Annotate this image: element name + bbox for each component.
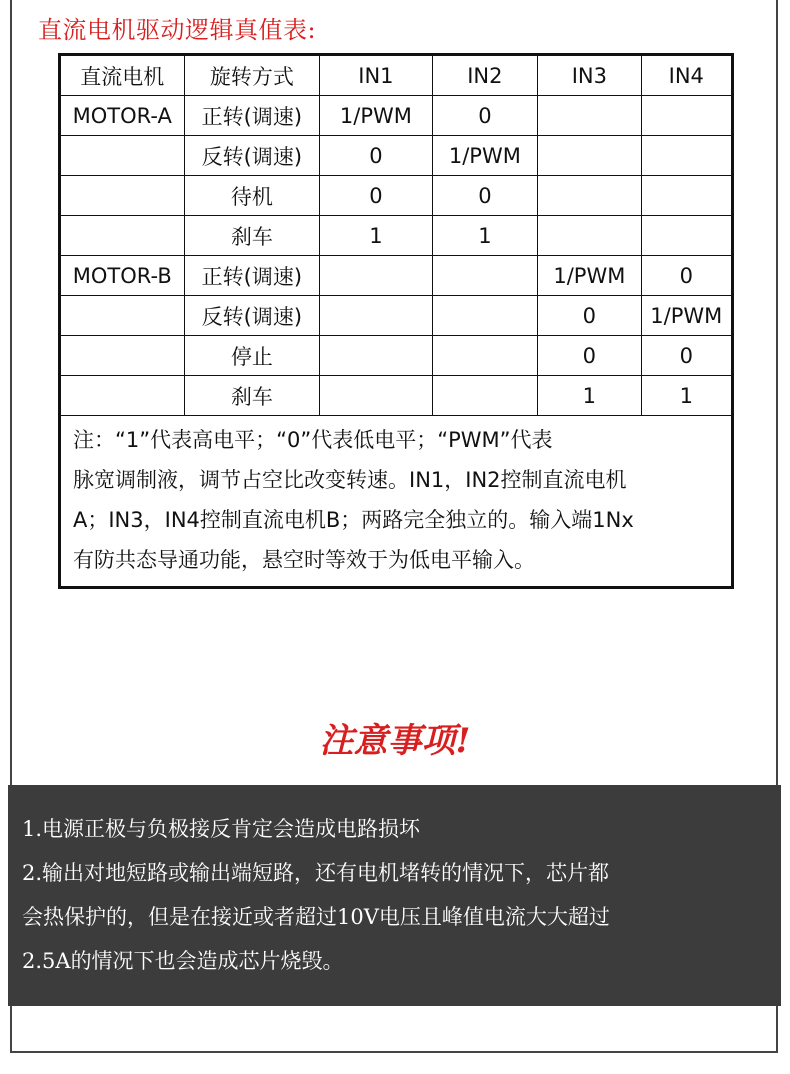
table-cell: MOTOR-A (60, 96, 185, 136)
table-cell (60, 216, 185, 256)
notice-title: 注意事项! (319, 721, 471, 761)
table-cell (538, 176, 641, 216)
table-note (60, 416, 733, 588)
table-cell: MOTOR-B (60, 256, 185, 296)
header-cell: 直流电机 (60, 55, 185, 96)
table-cell: 正转(调速) (184, 256, 320, 296)
notice-line: 2.输出对地短路或输出端短路，还有电机堵转的情况下，芯片都 (22, 861, 610, 885)
table-row (60, 296, 733, 336)
table-cell: 反转(调速) (184, 296, 320, 336)
table-cell: 0 (432, 96, 537, 136)
notice-line: 会热保护的，但是在接近或者超过10V电压且峰值电流大大超过 (22, 905, 610, 929)
header-cell: IN1 (320, 55, 433, 96)
table-cell: 刹车 (184, 376, 320, 416)
table-cell: 1 (538, 376, 641, 416)
notice-line: 1.电源正极与负极接反肯定会造成电路损坏 (22, 817, 421, 841)
table-cell: 正转(调速) (184, 96, 320, 136)
table-row (60, 336, 733, 376)
header-cell: IN4 (641, 55, 732, 96)
table-cell (320, 336, 433, 376)
table-row (60, 256, 733, 296)
table-cell: 0 (320, 136, 433, 176)
table-row (60, 376, 733, 416)
header-cell: 旋转方式 (184, 55, 320, 96)
table-cell: 停止 (184, 336, 320, 376)
table-cell (641, 136, 732, 176)
table-cell (432, 296, 537, 336)
table-row (60, 96, 733, 136)
table-cell (641, 176, 732, 216)
table-cell (60, 176, 185, 216)
table-cell (320, 376, 433, 416)
table-cell: 1/PWM (641, 296, 732, 336)
table-cell (432, 256, 537, 296)
notice-line: 2.5A的情况下也会造成芯片烧毁。 (22, 949, 344, 973)
table-cell: 0 (320, 176, 433, 216)
table-cell: 刹车 (184, 216, 320, 256)
table-cell: 1/PWM (538, 256, 641, 296)
table-cell (641, 216, 732, 256)
table-cell: 0 (432, 176, 537, 216)
table-cell: 0 (538, 296, 641, 336)
header-cell: IN3 (538, 55, 641, 96)
table-cell (60, 296, 185, 336)
table-cell (641, 96, 732, 136)
table-cell (538, 216, 641, 256)
note-line: 有防共态导通功能，悬空时等效于为低电平输入。 (73, 548, 535, 572)
table-row (60, 136, 733, 176)
header-cell: IN2 (432, 55, 537, 96)
table-cell (60, 136, 185, 176)
notice-box (8, 785, 781, 1006)
truth-table (58, 53, 734, 589)
table-cell: 反转(调速) (184, 136, 320, 176)
table-row (60, 176, 733, 216)
note-line: A；IN3，IN4控制直流电机B；两路完全独立的。输入端1Nx (73, 508, 634, 532)
table-cell: 待机 (184, 176, 320, 216)
note-line: 注：“1”代表高电平；“0”代表低电平；“PWM”代表 (73, 428, 553, 452)
table-cell: 1 (641, 376, 732, 416)
table-cell: 0 (641, 256, 732, 296)
table-cell: 1 (320, 216, 433, 256)
table-cell: 0 (538, 336, 641, 376)
table-note-row (60, 416, 733, 588)
table-cell (538, 96, 641, 136)
note-line: 脉宽调制液，调节占空比改变转速。IN1，IN2控制直流电机 (73, 468, 627, 492)
table-cell: 1/PWM (320, 96, 433, 136)
table-cell (60, 336, 185, 376)
table-cell (60, 376, 185, 416)
table-cell: 1 (432, 216, 537, 256)
table-cell (538, 136, 641, 176)
table-cell (432, 376, 537, 416)
table-cell: 0 (641, 336, 732, 376)
table-header-row (60, 55, 733, 96)
table-cell (320, 256, 433, 296)
table-cell (320, 296, 433, 336)
page-title: 直流电机驱动逻辑真值表: (38, 16, 317, 44)
table-cell: 1/PWM (432, 136, 537, 176)
table-row (60, 216, 733, 256)
table-cell (432, 336, 537, 376)
